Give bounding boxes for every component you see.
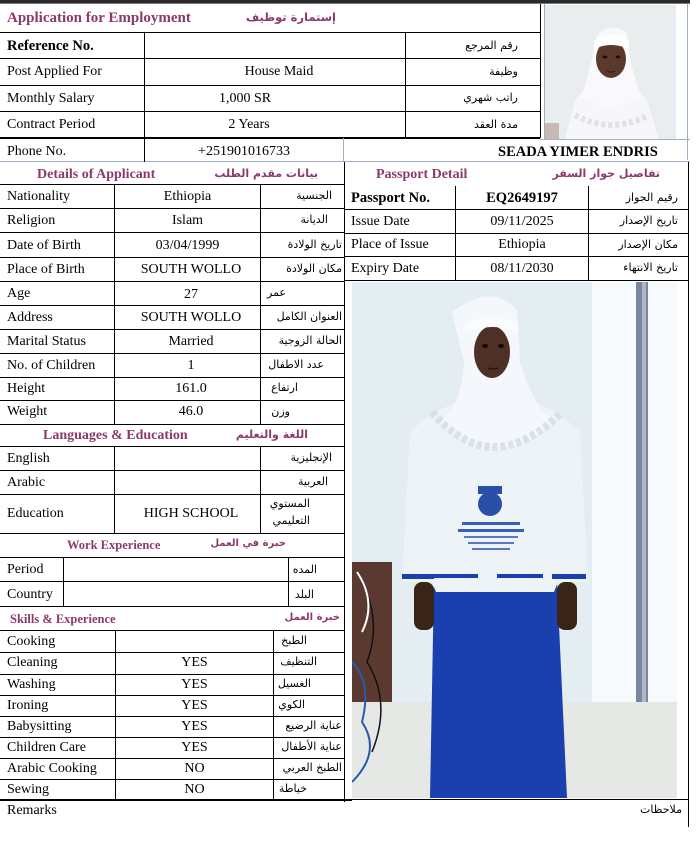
dob-value: 03/04/1999 <box>155 238 220 253</box>
height-value: 161.0 <box>175 381 207 396</box>
remarks-label-ar: ملاحظات <box>640 803 682 816</box>
cleaning-label-ar: التنظيف <box>280 655 317 668</box>
divider <box>0 85 540 86</box>
divider <box>0 424 344 425</box>
education-label-ar: المستوي <box>269 497 310 510</box>
children-care-label-ar: عناية الأطفال <box>281 740 342 753</box>
divider <box>0 281 344 282</box>
dob-label: Date of Birth <box>7 238 81 253</box>
divider <box>0 446 344 447</box>
divider <box>0 557 344 558</box>
applicant-portrait-photo <box>545 5 676 139</box>
marital-status-label-ar: الحالة الزوجية <box>278 334 342 347</box>
divider <box>0 305 344 306</box>
religion-label: Religion <box>7 213 56 228</box>
ironing-label: Ironing <box>7 698 49 713</box>
country-label-ar: البلد <box>294 588 314 601</box>
divider <box>344 233 688 234</box>
expiry-date-label: Expiry Date <box>351 261 420 276</box>
divider <box>273 630 274 800</box>
education-label-ar-line2: التعليمي <box>272 514 310 527</box>
issue-date-label: Issue Date <box>351 214 410 229</box>
divider <box>0 400 344 401</box>
languages-title: Languages & Education <box>43 428 188 443</box>
applicant-details-title-ar: بيانات مقدم الطلب <box>214 167 318 180</box>
divider <box>0 58 540 59</box>
applicant-full-body-photo <box>352 282 677 798</box>
expiry-date-label-ar: تاريخ الانتهاء <box>623 261 678 274</box>
contract-period-label-ar: مدة العقد <box>474 118 518 131</box>
pob-label-ar: مكان الولادة <box>286 262 342 275</box>
english-label-ar: الإنجليزية <box>290 451 332 464</box>
address-label: Address <box>7 310 53 325</box>
arabic-label-ar: العربية <box>297 475 328 488</box>
divider <box>0 208 344 209</box>
divider <box>0 329 344 330</box>
right-border <box>688 162 689 802</box>
phone-value: +251901016733 <box>198 144 290 159</box>
education-value: HIGH SCHOOL <box>143 506 239 521</box>
arabic-label: Arabic <box>7 475 46 490</box>
children-care-value: YES <box>181 740 208 755</box>
divider <box>0 630 344 631</box>
divider <box>0 353 344 354</box>
arabic-cooking-value: NO <box>184 761 205 776</box>
divider <box>344 799 688 800</box>
divider <box>0 652 344 653</box>
age-label-ar: عمر <box>267 286 286 299</box>
divider <box>0 606 344 607</box>
passport-title: Passport Detail <box>376 167 468 182</box>
divider <box>343 138 344 162</box>
post-applied-value: House Maid <box>244 64 314 79</box>
skills-title: Skills & Experience <box>10 612 116 626</box>
divider <box>344 209 688 210</box>
children-value: 1 <box>187 358 195 373</box>
divider <box>0 232 344 233</box>
address-value: SOUTH WOLLO <box>140 310 242 325</box>
expiry-date-value: 08/11/2030 <box>490 261 554 276</box>
divider <box>63 557 64 606</box>
height-label-ar: ارتفاع <box>271 381 298 394</box>
divider <box>0 533 344 534</box>
column-divider <box>344 162 345 802</box>
sewing-label-ar: خياطة <box>278 782 307 795</box>
marital-status-label: Marital Status <box>7 334 86 349</box>
form-title-en: Application for Employment <box>7 10 191 26</box>
phone-label: Phone No. <box>7 144 67 159</box>
babysitting-label: Babysitting <box>7 719 72 734</box>
country-label: Country <box>7 587 53 602</box>
divider <box>0 470 344 471</box>
weight-label: Weight <box>7 404 48 419</box>
reference-label: Reference No. <box>7 38 94 54</box>
form-title-ar: إستمارة توظيف <box>245 10 336 24</box>
contract-period-value: 2 Years <box>228 117 270 132</box>
age-label: Age <box>7 286 31 301</box>
ironing-value: YES <box>181 698 208 713</box>
divider <box>0 32 540 33</box>
divider <box>0 674 344 675</box>
babysitting-label-ar: عناية الرضيع <box>285 719 342 732</box>
nationality-value: Ethiopia <box>163 189 212 204</box>
photo-frame <box>544 4 545 139</box>
cooking-label: Cooking <box>7 634 56 649</box>
sewing-value: NO <box>184 782 205 797</box>
marital-status-value: Married <box>168 334 214 349</box>
top-border-bar <box>0 0 690 4</box>
passport-number-label-ar: رقيم الجواز <box>625 191 678 204</box>
cooking-label-ar: الطبخ <box>281 634 307 647</box>
divider <box>344 256 688 257</box>
photo-frame <box>687 4 688 160</box>
cleaning-label: Cleaning <box>7 655 58 670</box>
divider <box>0 161 690 162</box>
skills-title-ar: خبرة العمل <box>284 612 340 623</box>
place-of-issue-label-ar: مكان الإصدار <box>618 238 678 251</box>
address-label-ar: العنوان الكامل <box>276 310 342 323</box>
sewing-label: Sewing <box>7 782 49 797</box>
age-value: 27 <box>184 287 198 302</box>
post-applied-label-ar: وظيفة <box>489 65 518 78</box>
period-label: Period <box>7 562 44 577</box>
languages-title-ar: اللغة والتعليم <box>235 428 308 441</box>
religion-value: Islam <box>171 213 204 228</box>
divider <box>0 184 344 185</box>
issue-date-label-ar: تاريخ الإصدار <box>619 214 678 227</box>
arabic-cooking-label-ar: الطبخ العربي <box>282 761 342 774</box>
babysitting-value: YES <box>181 719 208 734</box>
weight-label-ar: وزن <box>271 405 290 418</box>
passport-number-label: Passport No. <box>351 190 430 206</box>
issue-date-value: 09/11/2025 <box>490 214 554 229</box>
children-label: No. of Children <box>7 358 96 373</box>
divider <box>0 779 344 780</box>
place-of-issue-value: Ethiopia <box>498 237 546 252</box>
work-experience-title: Work Experience <box>67 538 161 552</box>
children-label-ar: عدد الاطفال <box>268 358 324 371</box>
passport-number-value: EQ2649197 <box>486 190 558 206</box>
divider <box>344 280 688 281</box>
washing-label: Washing <box>7 677 56 692</box>
education-label: Education <box>7 506 64 521</box>
work-experience-title-ar: خبرة في العمل <box>210 538 286 549</box>
divider <box>0 716 344 717</box>
pob-value: SOUTH WOLLO <box>140 262 242 277</box>
contract-period-label: Contract Period <box>7 117 96 132</box>
divider <box>0 581 344 582</box>
nationality-label: Nationality <box>7 189 70 204</box>
divider <box>288 557 289 606</box>
english-label: English <box>7 451 50 466</box>
divider <box>0 799 352 801</box>
monthly-salary-value: 1,000 SR <box>218 91 272 106</box>
weight-value: 46.0 <box>178 404 204 419</box>
pob-label: Place of Birth <box>7 262 85 277</box>
nationality-label-ar: الجنسية <box>296 189 332 202</box>
right-border <box>688 800 689 827</box>
divider <box>540 4 541 138</box>
divider <box>405 32 406 138</box>
divider <box>0 737 344 738</box>
full-body-illustration <box>352 282 677 798</box>
place-of-issue-label: Place of Issue <box>351 237 429 252</box>
divider <box>0 494 344 495</box>
divider <box>0 257 344 258</box>
divider <box>0 377 344 378</box>
divider <box>0 111 540 112</box>
reference-label-ar: رقم المرجع <box>465 39 518 52</box>
divider <box>0 758 344 759</box>
passport-title-ar: تفاصيل جواز السفر <box>552 167 660 180</box>
arabic-cooking-label: Arabic Cooking <box>7 761 97 776</box>
cleaning-value: YES <box>181 655 208 670</box>
remarks-label: Remarks <box>7 803 57 818</box>
post-applied-label: Post Applied For <box>7 64 102 79</box>
period-label-ar: المده <box>292 563 317 576</box>
applicant-details-title: Details of Applicant <box>37 167 156 182</box>
washing-value: YES <box>181 677 208 692</box>
children-care-label: Children Care <box>7 740 86 755</box>
divider <box>0 695 344 696</box>
portrait-illustration <box>545 5 676 139</box>
applicant-name: SEADA YIMER ENDRIS <box>498 144 658 160</box>
ironing-label-ar: الكوي <box>278 698 305 711</box>
photo-frame <box>540 139 690 140</box>
washing-label-ar: الغسيل <box>277 677 311 690</box>
monthly-salary-label-ar: راتب شهري <box>463 91 518 104</box>
religion-label-ar: الديانة <box>300 213 328 226</box>
dob-label-ar: تاريخ الولادة <box>287 238 342 251</box>
divider <box>0 137 540 139</box>
height-label: Height <box>7 381 46 396</box>
monthly-salary-label: Monthly Salary <box>7 91 95 106</box>
